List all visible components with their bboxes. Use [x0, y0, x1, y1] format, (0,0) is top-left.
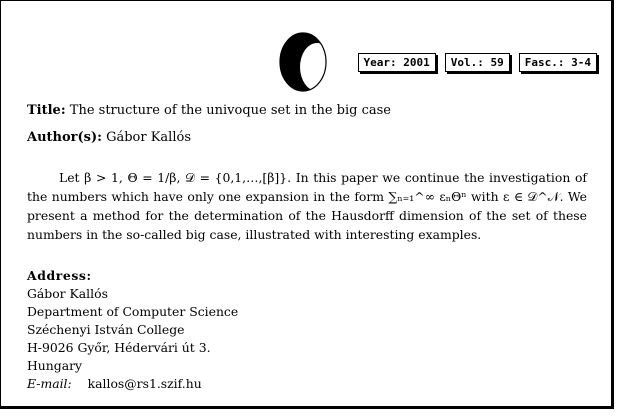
address-line: Széchenyi István College: [27, 322, 185, 337]
paper-title: The structure of the univoque set in the big case: [69, 103, 391, 118]
address-label: Address:: [27, 268, 92, 283]
volume-badge: Vol.: 59: [445, 53, 510, 72]
paper-title-line: [27, 103, 391, 118]
fascicle-badge: Fasc.: 3-4: [519, 53, 597, 72]
year-badge: Year: 2001: [358, 53, 436, 72]
journal-logo-icon: [277, 31, 329, 93]
email-label: E-mail:: [27, 376, 72, 391]
title-label: Title:: [27, 103, 66, 118]
address-line: Hungary: [27, 358, 83, 373]
author-line: [27, 130, 191, 145]
address-block: [27, 267, 238, 393]
author-label: Author(s):: [27, 130, 102, 145]
address-line: Department of Computer Science: [27, 304, 239, 319]
issue-info: [358, 53, 597, 72]
address-line: H-9026 Győr, Hédervári út 3.: [27, 340, 211, 355]
address-line: Gábor Kallós: [27, 286, 108, 301]
email-address: kallos@rs1.szif.hu: [87, 376, 202, 391]
email-line: [27, 375, 238, 393]
abstract-text: Let β > 1, Θ = 1/β, 𝒟 = {0,1,…,[β]}. In this paper we continue the investigation of the numbers which have only one expansion in the form ∑ₙ₌₁^∞ εₙΘⁿ with ε ∈ 𝒟^𝒩. We present a method for the determination of the Hausdorff dimension of the set of these numbers in the so-called big case, illustrated with interesting examples.: [27, 170, 587, 242]
author-name: Gábor Kallós: [106, 130, 191, 145]
